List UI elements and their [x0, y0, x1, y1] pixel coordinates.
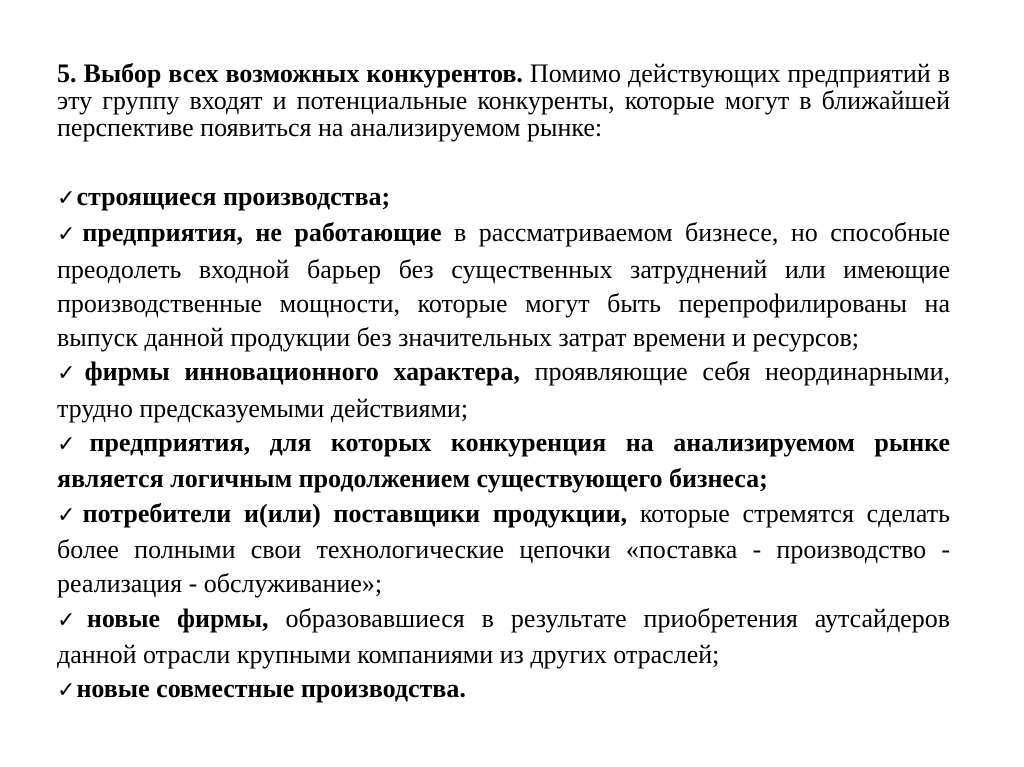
list-item-bold: новые фирмы,	[86, 603, 269, 633]
check-mark-icon: ✓	[57, 186, 76, 211]
list-item-bold: фирмы инновационного характера,	[84, 357, 520, 387]
check-mark-icon: ✓	[57, 432, 89, 458]
list-item-bold: потребители и(или) поставщики продукции,	[82, 498, 628, 528]
slide-content	[57, 59, 951, 704]
check-mark-icon: ✓	[57, 678, 76, 704]
list-item-text: в рассматриваемом бизнесе, но способные преодолеть входной барьер без существенных затруднений или имеющие производственные мощности, которые могут быть перепрофилированы на выпуск данной продукции без значительных затрат времени и ресурсов;	[57, 218, 951, 353]
list-item	[57, 180, 950, 216]
list-item	[57, 497, 950, 602]
list-item	[57, 216, 950, 355]
list-item	[57, 672, 950, 708]
list-item	[57, 426, 950, 497]
competitor-list	[57, 180, 950, 708]
check-mark-icon: ✓	[57, 361, 84, 387]
list-item-bold: предприятия, не работающие	[82, 218, 442, 248]
intro-text: Помимо действующих предприятий в эту группу входят и потенциальные конкуренты, которые могут в ближайшей перспективе появиться на анализируемом рынке:	[57, 59, 951, 142]
list-item-bold: новые совместные производства.	[76, 674, 466, 704]
list-item-text: образовавшиеся в результате приобретения аутсайдеров данной отрасли крупными компаниями из других отраслей;	[57, 603, 951, 669]
list-item-bold: строящиеся производства;	[76, 182, 391, 211]
check-mark-icon: ✓	[57, 502, 82, 528]
list-item-text: проявляющие себя неординарными, трудно предсказуемыми действиями;	[57, 357, 950, 423]
list-item-bold: предприятия, для которых конкуренция на анализируемом рынке является логичным продолжением существующего бизнеса;	[57, 428, 950, 494]
check-mark-icon: ✓	[57, 607, 86, 633]
list-item	[57, 602, 950, 673]
intro-heading: 5. Выбор всех возможных конкурентов.	[57, 59, 523, 88]
list-item	[57, 355, 950, 426]
list-item-text: которые стремятся сделать более полными свои технологические цепочки «поставка - производство - реализация - обслуживание»;	[57, 498, 950, 599]
check-mark-icon: ✓	[57, 222, 82, 248]
intro-paragraph	[57, 60, 950, 141]
